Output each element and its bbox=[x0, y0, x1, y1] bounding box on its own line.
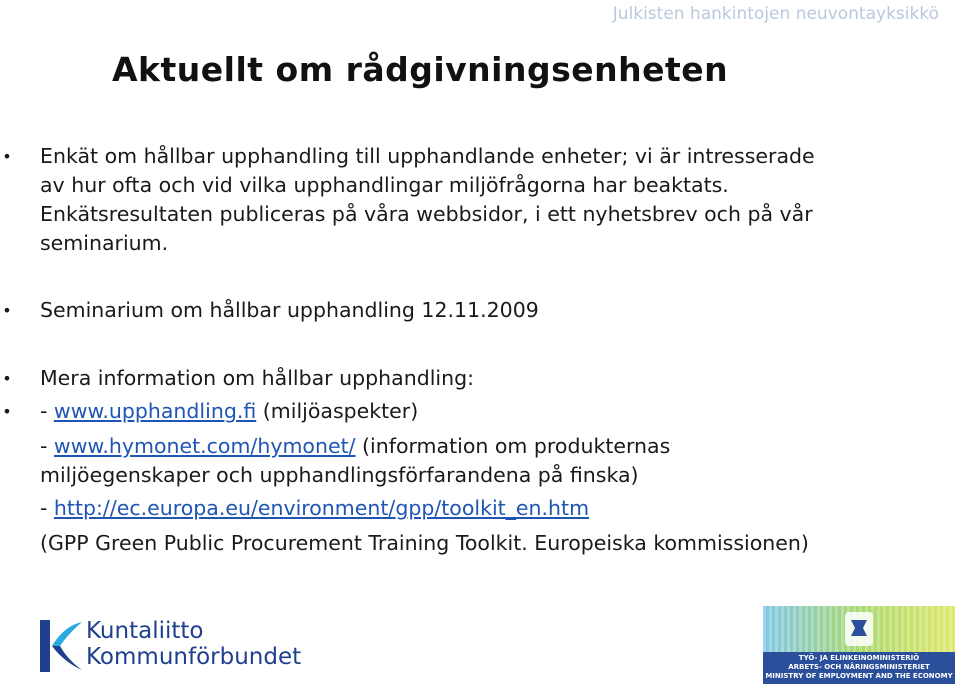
kuntaliitto-wordmark bbox=[86, 618, 301, 670]
kuntaliitto-name-fi: Kuntaliitto bbox=[86, 618, 204, 644]
bullet-dot: • bbox=[2, 147, 12, 166]
text-line: Enkätsresultaten publiceras på våra webbsidor, i ett nyhetsbrev och på vår bbox=[40, 202, 813, 226]
bullet-dot: • bbox=[2, 402, 12, 421]
ministry-name-en: MINISTRY OF EMPLOYMENT AND THE ECONOMY bbox=[765, 672, 953, 680]
text-line: Seminarium om hållbar upphandling 12.11.2009 bbox=[40, 298, 539, 322]
bullet-dot: • bbox=[2, 301, 12, 320]
dash-prefix: - bbox=[40, 434, 54, 458]
kuntaliitto-name-sv: Kommunförbundet bbox=[86, 644, 302, 670]
text-line: miljöegenskaper och upphandlingsförfarandena på finska) bbox=[40, 463, 639, 487]
text-line: Mera information om hållbar upphandling: bbox=[40, 366, 475, 390]
ministry-names bbox=[763, 654, 955, 681]
dash-prefix: - bbox=[40, 496, 54, 520]
dash-prefix: - bbox=[40, 399, 54, 423]
europa-entry bbox=[40, 494, 945, 558]
kuntaliitto-emblem-icon bbox=[38, 616, 84, 676]
ministry-logo bbox=[763, 606, 955, 684]
hymonet-link[interactable]: www.hymonet.com/hymonet/ bbox=[53, 434, 356, 458]
link-description: (miljöaspekter) bbox=[256, 399, 419, 423]
organization-header: Julkisten hankintojen neuvontayksikkö bbox=[612, 4, 939, 24]
ministry-name-fi: TYÖ- JA ELINKEINOMINISTERIÖ bbox=[798, 654, 920, 662]
text-line: (GPP Green Public Procurement Training Toolkit. Europeiska kommissionen) bbox=[40, 531, 809, 555]
text-line: av hur ofta och vid vilka upphandlingar miljöfrågorna har beaktats. bbox=[40, 173, 729, 197]
hymonet-entry bbox=[40, 432, 945, 490]
bullet-dot: • bbox=[2, 369, 12, 388]
ministry-name-sv: ARBETS- OCH NÄRINGSMINISTERIET bbox=[788, 663, 930, 671]
bullet-upphandling-text bbox=[40, 397, 945, 426]
upphandling-link[interactable]: www.upphandling.fi bbox=[53, 399, 257, 423]
text-line: Enkät om hållbar upphandling till upphandlande enheter; vi är intresserade bbox=[40, 144, 815, 168]
bullet-survey-text bbox=[40, 142, 945, 258]
text-line: seminarium. bbox=[40, 231, 169, 255]
kuntaliitto-logo bbox=[38, 616, 302, 676]
ministry-lion-icon bbox=[845, 612, 873, 646]
page-title: Aktuellt om rådgivningsenheten bbox=[112, 50, 729, 89]
bullet-more-info-text bbox=[40, 364, 945, 393]
link-description: (information om produkternas bbox=[355, 434, 671, 458]
europa-gpp-link[interactable]: http://ec.europa.eu/environment/gpp/toolkit_en.htm bbox=[53, 496, 590, 520]
bullet-seminar-text bbox=[40, 296, 945, 325]
